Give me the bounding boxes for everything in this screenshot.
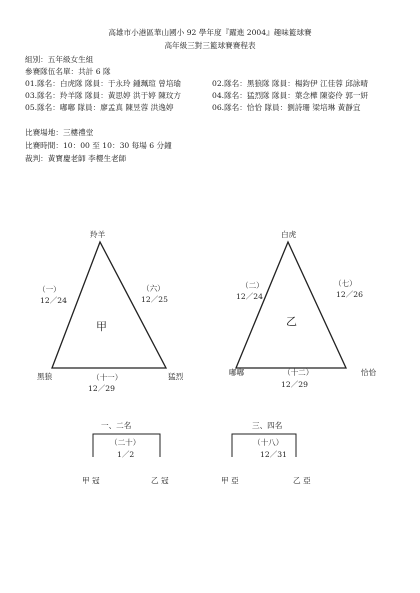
team-entry: 06.隊名：恰恰 隊員：劉詩珊 梁培琳 黃靜宜 bbox=[212, 103, 361, 112]
doc-title: 高雄市小港區華山國小 92 學年度『躍進 2004』趣味籃球賽 bbox=[108, 28, 312, 37]
final-first-left-seed: 甲 冠 bbox=[82, 476, 100, 485]
group-b-name: 乙 bbox=[286, 315, 297, 328]
group-a-name: 甲 bbox=[96, 320, 107, 333]
group-label: 組別：五年級女生組 bbox=[25, 55, 94, 64]
group-b-top-team: 白虎 bbox=[281, 230, 297, 239]
final-third-game: （十八） bbox=[253, 438, 284, 447]
team-count: 參賽隊伍名單：共計 6 隊 bbox=[25, 67, 111, 76]
group-b-left-game: （二） bbox=[241, 281, 264, 290]
group-a-left-game: （一） bbox=[38, 285, 61, 294]
team-entry: 04.隊名：猛烈隊 隊員：葉念樺 陳姿伶 郭一妍 bbox=[212, 91, 369, 100]
group-b-right-date: 12／26 bbox=[336, 290, 363, 299]
venue-place: 比賽場地：三樓禮堂 bbox=[25, 128, 94, 137]
venue-referee: 裁判：黃寶慶老師 李櫻生老師 bbox=[25, 154, 127, 163]
group-b-bottom-game: （十二） bbox=[283, 368, 314, 377]
final-third-left-seed: 甲 亞 bbox=[221, 476, 239, 485]
team-entry: 03.隊名：羚羊隊 隊員：黃思婷 洪于婷 陳玟方 bbox=[25, 91, 182, 100]
group-a-top-team: 羚羊 bbox=[90, 230, 106, 239]
group-a-bottom-date: 12／29 bbox=[88, 384, 115, 393]
final-third-title: 三、四名 bbox=[252, 421, 283, 430]
group-b-bottom-left-team: 嘟嘟 bbox=[229, 368, 245, 377]
group-b-right-game: （七） bbox=[334, 279, 357, 288]
group-b-left-date: 12／24 bbox=[236, 292, 263, 301]
team-entry: 02.隊名：黑狼隊 隊員：楊鈞伊 江佳蓉 邱詠晴 bbox=[212, 79, 369, 88]
final-first-right-seed: 乙 冠 bbox=[151, 476, 169, 485]
group-a-bottom-right-team: 猛烈 bbox=[168, 372, 184, 381]
group-a-left-date: 12／24 bbox=[40, 296, 67, 305]
doc-subtitle: 高年級三對三籃球賽賽程表 bbox=[164, 41, 256, 50]
group-b-bottom-right-team: 恰恰 bbox=[361, 368, 377, 377]
group-b-bottom-date: 12／29 bbox=[281, 380, 308, 389]
group-a-bottom-left-team: 黑狼 bbox=[37, 372, 53, 381]
team-entry: 01.隊名：白虎隊 隊員：于永玲 鍾珮瑄 曾培瑜 bbox=[25, 79, 182, 88]
group-a-right-date: 12／25 bbox=[141, 295, 168, 304]
group-a-right-game: （六） bbox=[142, 284, 165, 293]
final-first-game: （二十） bbox=[110, 438, 141, 447]
final-first-date: 1／2 bbox=[117, 450, 135, 459]
team-entry: 05.隊名：嘟嘟 隊員：廖孟真 陳昱蓉 洪逸婷 bbox=[25, 103, 174, 112]
group-a-bottom-game: （十一） bbox=[92, 373, 123, 382]
venue-time: 比賽時間：10：00 至 10：30 每場 6 分鐘 bbox=[25, 141, 172, 150]
final-first-title: 一、二名 bbox=[101, 421, 132, 430]
final-third-date: 12／31 bbox=[260, 450, 287, 459]
group-b-triangle bbox=[236, 242, 346, 368]
final-third-right-seed: 乙 亞 bbox=[293, 476, 311, 485]
group-a-triangle bbox=[52, 242, 166, 368]
